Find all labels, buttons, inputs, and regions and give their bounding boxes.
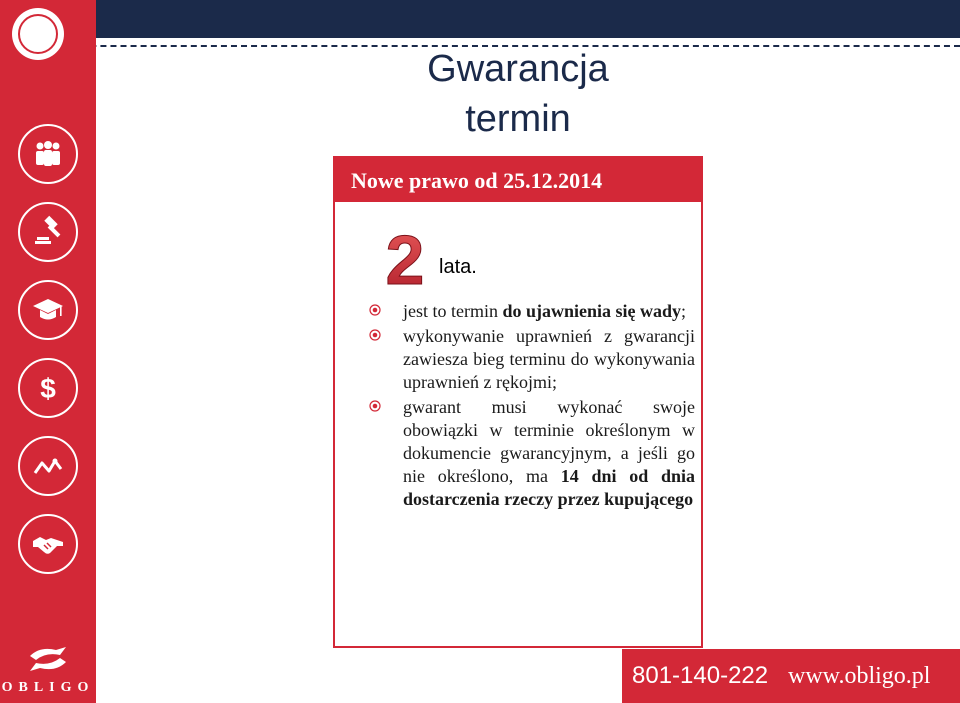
phone-number[interactable]: 801-140-222	[632, 662, 769, 689]
bullet-bold: 14 dni od dnia dostarczenia rzeczy przez kupującego	[403, 466, 695, 509]
bullet-icon	[369, 400, 381, 412]
website-link[interactable]: www.obligo.pl	[788, 663, 931, 689]
title-line-2: termin	[465, 98, 571, 140]
graduation-cap-icon	[18, 280, 78, 340]
sidebar	[0, 0, 96, 703]
circle-ornament	[12, 8, 64, 60]
bullet-text-end: ;	[681, 301, 687, 321]
footer-contact	[622, 649, 960, 703]
bullet-icon	[369, 329, 381, 341]
big-number-text: 2	[385, 230, 425, 288]
obligo-logo-icon	[26, 644, 70, 674]
dollar-icon	[18, 358, 78, 418]
years-label: lata.	[439, 256, 477, 278]
people-icon	[18, 124, 78, 184]
bullet-text: jest to termin	[403, 301, 503, 321]
page-title	[348, 44, 688, 144]
bullet-list	[365, 300, 695, 513]
big-number	[383, 230, 427, 288]
list-item	[365, 325, 695, 394]
title-line-1: Gwarancja	[427, 48, 609, 90]
content-panel	[333, 156, 703, 648]
svg-text:$: $	[40, 373, 56, 404]
chart-line-icon	[18, 436, 78, 496]
top-bar	[0, 0, 960, 38]
logo-text: OBLIGO	[1, 680, 95, 695]
gavel-icon	[18, 202, 78, 262]
bullet-text: wykonywanie uprawnień z gwarancji zawiesza bieg terminu do wykonywania uprawnień z rękojmi;	[403, 326, 695, 392]
bullet-icon	[369, 304, 381, 316]
bullet-bold: do ujawnienia się wady	[502, 301, 682, 321]
handshake-icon	[18, 514, 78, 574]
list-item	[365, 396, 695, 511]
list-item	[365, 300, 695, 323]
bullet-text: gwarant musi wykonać swoje obowiązki w terminie określonym w dokumencie gwarancyjnym, a jeśli go nie określono, ma	[403, 397, 695, 486]
panel-header: Nowe prawo od 25.12.2014	[335, 158, 701, 202]
